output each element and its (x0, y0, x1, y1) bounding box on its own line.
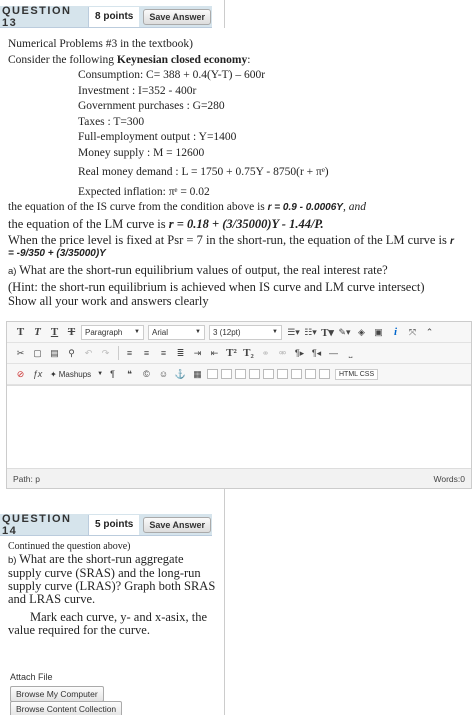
question-14-header (0, 514, 212, 536)
show-work-line: Show all your work and answers clearly (8, 294, 209, 308)
subscript-icon[interactable]: T₂ (243, 347, 254, 359)
anchor-icon[interactable]: ⚓ (174, 368, 187, 379)
redo-icon[interactable]: ↷ (101, 347, 110, 358)
hr-icon[interactable]: — (329, 348, 338, 358)
question-13-header (0, 6, 212, 28)
sr-equation: = -9/350 + (3/35000)Y (8, 247, 106, 259)
unlink-icon[interactable]: ⚮ (278, 347, 287, 358)
fullemp-eq: Full-employment output : Y=1400 (78, 131, 237, 143)
lm-line: the equation of the LM curve is r = 0.18 + (3/35000)Y - 1.44/P. (8, 216, 324, 231)
bullet-list-icon[interactable]: ☰▾ (287, 326, 300, 337)
spell-icon[interactable]: ⊘ (16, 368, 25, 379)
collapse-icon[interactable]: ⌃ (425, 326, 434, 337)
economy-line: Consider the following Keynesian closed economy: (8, 53, 251, 66)
toolbar-row-3 (7, 364, 471, 385)
part-a-question: a) What are the short-run equilibrium values of output, the real interest rate? (8, 263, 388, 277)
align-left-icon[interactable]: ≡ (126, 348, 133, 358)
size-select[interactable]: 3 (12pt) ▼ (209, 325, 282, 340)
browse-computer-button[interactable]: Browse My Computer (10, 686, 104, 702)
consumption-eq: Consumption: C= 388 + 0.4(Y-T) – 600r (78, 69, 266, 81)
government-eq: Government purchases : G=280 (78, 100, 225, 112)
hint-line: (Hint: the short-run equilibrium is achieved when IS curve and LM curve intersect) (8, 279, 425, 294)
strikethrough-icon[interactable]: T (67, 326, 76, 338)
table-merge-icon[interactable] (235, 369, 246, 379)
table-col-icon[interactable] (221, 369, 232, 379)
table-props-icon[interactable] (277, 369, 288, 379)
toolbar-row-1 (7, 322, 471, 343)
save-answer-button[interactable]: Save Answer (143, 517, 211, 533)
intro-line: Numerical Problems #3 in the textbook) (8, 38, 193, 50)
question-number: QUESTION 14 (2, 512, 72, 537)
table-icon[interactable]: ▦ (193, 368, 202, 379)
justify-icon[interactable]: ≣ (176, 347, 185, 358)
part-b-question: b) What are the short-run aggregate supply curve (SRAS) and the long-run supply curve (LRAS)? Graph both SRAS and LRAS curve. (8, 552, 216, 606)
mark-line: Mark each curve, y- and x-asix, the value required for the curve. (8, 610, 208, 637)
table-split-icon[interactable] (249, 369, 260, 379)
eraser-icon[interactable]: ◈ (358, 326, 365, 337)
outdent-icon[interactable]: ⇤ (210, 347, 219, 358)
save-answer-button[interactable]: Save Answer (143, 9, 211, 25)
copyright-icon[interactable]: © (143, 369, 150, 379)
paragraph-mark-icon[interactable]: ¶ (110, 369, 115, 379)
fullscreen-icon[interactable]: ⤧ (408, 326, 417, 337)
numbered-list-icon[interactable]: ☷▾ (304, 326, 317, 337)
demand-eq: Real money demand : L = 1750 + 0.75Y - 8750(r + πᵉ) (78, 166, 329, 178)
part-a-text (8, 263, 470, 309)
continued-line: Continued the question above) (8, 541, 131, 552)
formula-icon[interactable]: ƒx (32, 369, 43, 379)
investment-eq: Investment : I=352 - 400r (78, 84, 197, 97)
quote-icon[interactable]: ❝ (127, 368, 132, 379)
question-14-text (8, 540, 218, 637)
question-points: 8 points (88, 7, 139, 27)
indent-icon[interactable]: ⇥ (193, 347, 202, 358)
is-line: the equation of the IS curve from the condition above is r = 0.9 - 0.0006Y, and (8, 201, 366, 213)
browse-content-button[interactable]: Browse Content Collection (10, 701, 122, 715)
question-points: 5 points (88, 515, 139, 535)
cut-icon[interactable]: ✂ (16, 347, 25, 358)
attach-file-label: Attach File (10, 672, 53, 682)
rtl-icon[interactable]: ¶◂ (311, 347, 322, 358)
preview-icon[interactable]: ▣ (374, 326, 383, 337)
superscript-icon[interactable]: T² (226, 347, 237, 359)
table-delete-icon[interactable] (263, 369, 274, 379)
editor-statusbar (7, 468, 471, 488)
ltr-icon[interactable]: ¶▸ (294, 347, 305, 358)
row-props-icon[interactable] (305, 369, 316, 379)
path-label: Path: p (13, 473, 40, 484)
nbsp-icon[interactable]: ⎵ (348, 347, 353, 358)
money-eq: Money supply : M = 12600 (78, 146, 205, 159)
html-css-button[interactable]: HTML CSS (335, 369, 378, 380)
highlight-icon[interactable]: ✎▾ (338, 326, 351, 337)
text-color-icon[interactable]: T▾ (321, 326, 334, 339)
paragraph-select[interactable]: Paragraph ▼ (81, 325, 144, 340)
answer-edit-area[interactable] (7, 385, 471, 468)
divider (224, 488, 225, 506)
question-13-text (8, 37, 473, 259)
align-right-icon[interactable]: ≡ (160, 348, 167, 358)
bold-icon[interactable]: T (16, 326, 25, 338)
info-icon[interactable]: i (393, 326, 398, 338)
italic-icon[interactable]: T (34, 326, 41, 338)
sr-line: When the price level is fixed at Psr = 7 in the short-run, the equation of the LM curve is r (8, 232, 454, 247)
divider (224, 506, 225, 715)
divider (224, 0, 225, 28)
word-count: Words:0 (433, 473, 465, 484)
font-select[interactable]: Arial ▼ (148, 325, 205, 340)
toolbar-row-2 (7, 343, 471, 364)
paste-icon[interactable]: ▤ (50, 347, 59, 358)
align-center-icon[interactable]: ≡ (143, 348, 150, 358)
find-icon[interactable]: ⚲ (68, 347, 75, 358)
emoji-icon[interactable]: ☺ (158, 369, 169, 379)
question-number: QUESTION 13 (2, 4, 72, 29)
cell-props-icon[interactable] (291, 369, 302, 379)
taxes-eq: Taxes : T=300 (78, 115, 145, 128)
table-row-icon[interactable] (207, 369, 218, 379)
rich-text-editor (6, 321, 472, 489)
box-icon[interactable] (319, 369, 330, 379)
undo-icon[interactable]: ↶ (84, 347, 93, 358)
copy-icon[interactable]: ▢ (33, 347, 42, 358)
link-icon[interactable]: ⚭ (261, 347, 270, 358)
mashups-select[interactable]: ✦ Mashups ▼ (50, 369, 104, 379)
underline-icon[interactable]: T (50, 326, 59, 338)
inflation-eq: Expected inflation: πᵉ = 0.02 (78, 185, 210, 198)
